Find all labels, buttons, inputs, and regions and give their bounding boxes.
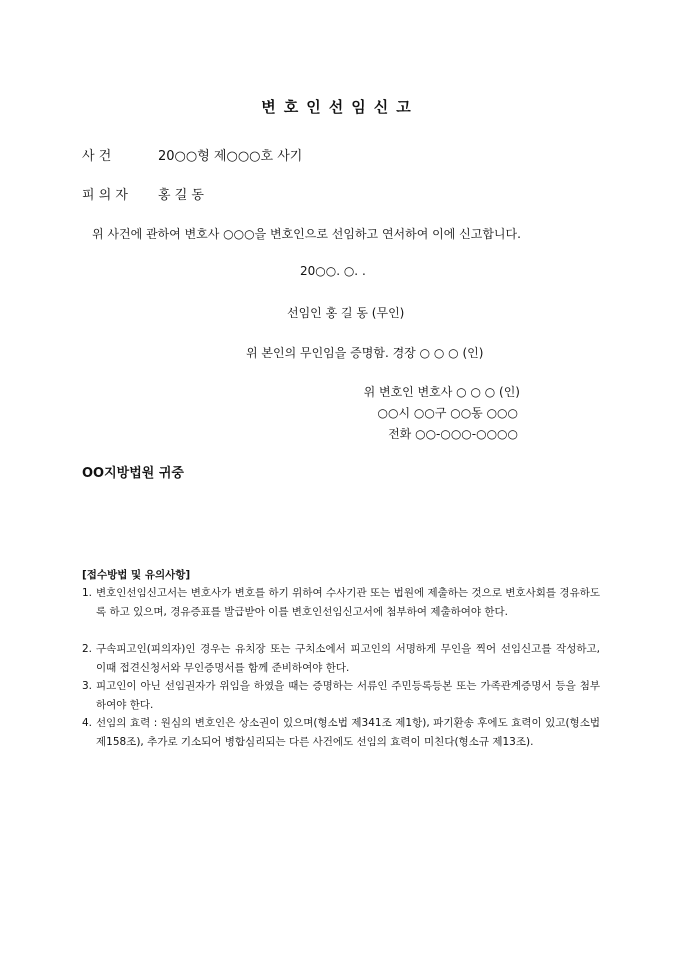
note-number: 2.: [82, 643, 93, 655]
note-number: 4.: [82, 717, 93, 729]
note-item: [82, 677, 600, 715]
attorney-phone: 전화 ○○-○○○-○○○○: [388, 427, 518, 441]
filing-date: 20○○. ○. .: [300, 264, 366, 278]
note-text: 피고인이 아닌 선임권자가 위임을 하였을 때는 증명하는 서류인 주민등록등본 또는 가족관계증명서 등을 첨부하여야 한다.: [96, 680, 600, 711]
note-item: [82, 714, 600, 752]
appointer-line: 선임인 홍 길 동 (무인): [287, 306, 405, 320]
case-label: 사 건: [82, 149, 112, 164]
notes-heading: [접수방법 및 유의사항]: [82, 569, 191, 581]
case-value: 20○○형 제○○○호 사기: [158, 149, 303, 164]
statement-text: 위 사건에 관하여 변호사 ○○○을 변호인으로 선임하고 연서하여 이에 신고합니다.: [92, 227, 521, 241]
note-text: 변호인선임신고서는 변호사가 변호를 하기 위하여 수사기관 또는 법원에 제출하는 것으로 변호사회를 경유하도록 하고 있으며, 경유증표를 발급받아 이를 변호인선임신고서에 첨부하여 제출하여야 한다.: [96, 587, 600, 618]
attorney-line: 위 변호인 변호사 ○ ○ ○ (인): [363, 385, 520, 399]
court-addressee: OO지방법원 귀중: [82, 466, 184, 481]
note-text: 선임의 효력 : 원심의 변호인은 상소권이 있으며(형소법 제341조 제1항), 파기환송 후에도 효력이 있고(형소법 제158조), 추가로 기소되어 병합심리되는 다른 사건에도 선임의 효력이 미친다(형소규 제13조).: [96, 717, 600, 748]
note-text: 구속피고인(피의자)인 경우는 유치장 또는 구치소에서 피고인의 서명하게 무인을 찍어 선임신고를 작성하고, 이때 접견신청서와 무인증명서를 함께 준비하여야 한다.: [96, 643, 600, 674]
note-item: [82, 584, 600, 622]
note-number: 3.: [82, 680, 93, 692]
attorney-address: ○○시 ○○구 ○○동 ○○○: [377, 406, 518, 420]
note-number: 1.: [82, 587, 93, 599]
defendant-value: 홍 길 동: [158, 188, 204, 203]
defendant-label: 피 의 자: [82, 188, 128, 203]
certification-line: 위 본인의 무인임을 증명함. 경장 ○ ○ ○ (인): [246, 346, 484, 360]
note-item: [82, 640, 600, 678]
document-title: 변호인선임신고: [261, 98, 419, 116]
